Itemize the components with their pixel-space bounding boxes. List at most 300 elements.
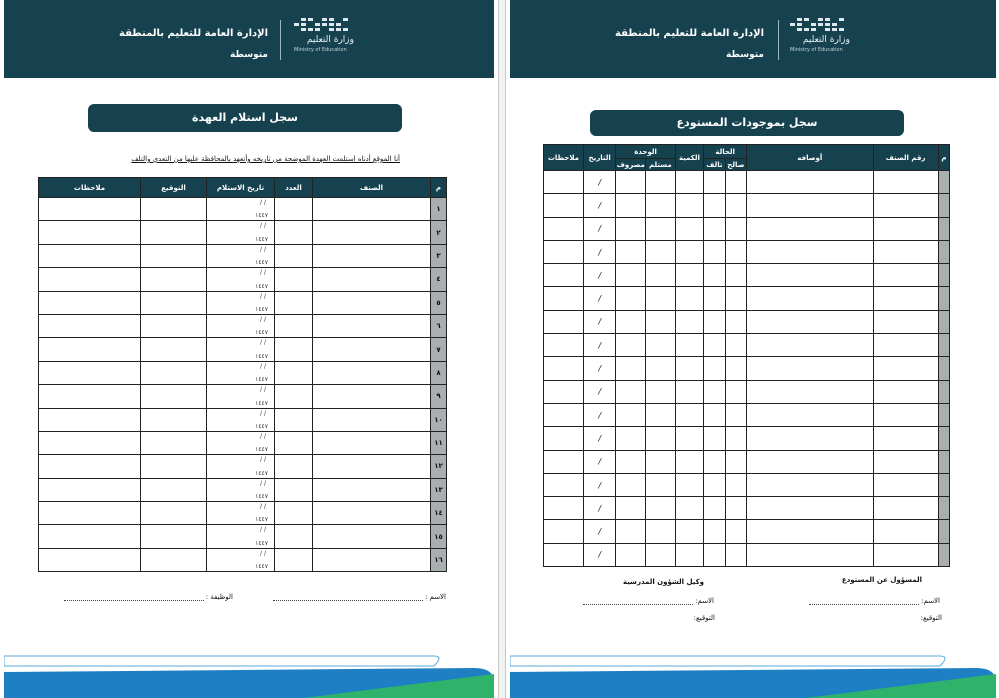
- good-cell[interactable]: [725, 403, 746, 426]
- table-row: [544, 171, 950, 194]
- receipt-date-cell[interactable]: [207, 268, 275, 291]
- date-year: ١٤٤٧: [255, 422, 268, 430]
- issued-cell[interactable]: [616, 450, 646, 473]
- item-no-cell[interactable]: [873, 334, 938, 357]
- count-cell[interactable]: [275, 525, 313, 548]
- good-cell[interactable]: [725, 473, 746, 496]
- notes-cell[interactable]: [544, 334, 584, 357]
- notes-cell[interactable]: [544, 473, 584, 496]
- notes-cell[interactable]: [544, 403, 584, 426]
- table-row: [39, 268, 447, 291]
- issued-cell[interactable]: [616, 427, 646, 450]
- logo-dots-icon: [790, 18, 850, 31]
- quantity-cell[interactable]: [675, 380, 704, 403]
- date-year: ١٤٤٧: [255, 399, 268, 407]
- date-cell[interactable]: /: [583, 194, 616, 217]
- issued-cell[interactable]: [616, 264, 646, 287]
- received-cell[interactable]: [646, 194, 676, 217]
- quantity-cell[interactable]: [675, 357, 704, 380]
- item-no-cell[interactable]: [873, 450, 938, 473]
- quantity-cell[interactable]: [675, 543, 704, 566]
- quantity-cell[interactable]: [675, 497, 704, 520]
- notes-cell[interactable]: [39, 408, 141, 431]
- item-cell[interactable]: [313, 291, 431, 314]
- notes-cell[interactable]: [544, 543, 584, 566]
- received-cell[interactable]: [646, 497, 676, 520]
- item-no-cell[interactable]: [873, 194, 938, 217]
- row-number: ١٥: [431, 525, 447, 548]
- receipt-date-cell[interactable]: [207, 548, 275, 571]
- notes-cell[interactable]: [544, 171, 584, 194]
- footer-name-line[interactable]: [273, 592, 423, 601]
- table-row: [39, 478, 447, 501]
- good-cell[interactable]: [725, 287, 746, 310]
- item-no-cell[interactable]: [873, 520, 938, 543]
- good-cell[interactable]: [725, 450, 746, 473]
- quantity-cell[interactable]: [675, 403, 704, 426]
- row-index-cell: [938, 287, 949, 310]
- good-cell[interactable]: [725, 194, 746, 217]
- receipt-date-cell[interactable]: [207, 244, 275, 267]
- left-page: [0, 0, 499, 698]
- received-cell[interactable]: [646, 450, 676, 473]
- count-cell[interactable]: [275, 385, 313, 408]
- date-slashes: / /: [260, 339, 266, 347]
- description-cell[interactable]: [747, 334, 873, 357]
- store-keeper-name: [809, 596, 940, 605]
- receipt-date-cell[interactable]: [207, 291, 275, 314]
- date-cell[interactable]: /: [583, 310, 616, 333]
- date-cell[interactable]: /: [583, 473, 616, 496]
- notes-cell[interactable]: [544, 310, 584, 333]
- quantity-cell[interactable]: [675, 473, 704, 496]
- quantity-cell[interactable]: [675, 520, 704, 543]
- received-cell[interactable]: [646, 543, 676, 566]
- description-cell[interactable]: [747, 520, 873, 543]
- date-cell[interactable]: /: [583, 450, 616, 473]
- notes-cell[interactable]: [544, 264, 584, 287]
- signature-cell[interactable]: [141, 268, 207, 291]
- date-cell[interactable]: /: [583, 357, 616, 380]
- description-cell[interactable]: [747, 287, 873, 310]
- count-cell[interactable]: [275, 198, 313, 221]
- count-cell[interactable]: [275, 408, 313, 431]
- date-year: ١٤٤٧: [255, 329, 268, 337]
- good-cell[interactable]: [725, 310, 746, 333]
- item-cell[interactable]: [313, 361, 431, 384]
- ministry-logo: [294, 18, 354, 62]
- damaged-cell[interactable]: [704, 287, 725, 310]
- table-row: [544, 450, 950, 473]
- received-cell[interactable]: [646, 287, 676, 310]
- receipt-date-cell[interactable]: [207, 198, 275, 221]
- good-cell[interactable]: [725, 217, 746, 240]
- school-affairs-name-line[interactable]: [583, 596, 693, 605]
- row-index-cell: [938, 171, 949, 194]
- notes-cell[interactable]: [39, 502, 141, 525]
- good-cell[interactable]: [725, 380, 746, 403]
- receipt-date-cell[interactable]: [207, 408, 275, 431]
- damaged-cell[interactable]: [704, 497, 725, 520]
- date-slashes: / /: [260, 456, 266, 464]
- row-number: ٨: [431, 361, 447, 384]
- damaged-cell[interactable]: [704, 240, 725, 263]
- damaged-cell[interactable]: [704, 543, 725, 566]
- date-cell[interactable]: /: [583, 403, 616, 426]
- received-cell[interactable]: [646, 427, 676, 450]
- notes-cell[interactable]: [544, 427, 584, 450]
- good-cell[interactable]: [725, 357, 746, 380]
- item-cell[interactable]: [313, 314, 431, 337]
- table-row: [544, 427, 950, 450]
- item-no-cell[interactable]: [873, 473, 938, 496]
- date-cell[interactable]: /: [583, 240, 616, 263]
- notes-cell[interactable]: [544, 520, 584, 543]
- row-number: ١١: [431, 431, 447, 454]
- notes-cell[interactable]: [544, 497, 584, 520]
- store-keeper-sign: التوقيع:: [920, 614, 942, 622]
- table-row: [39, 244, 447, 267]
- row-index-cell: [938, 497, 949, 520]
- notes-cell[interactable]: [544, 194, 584, 217]
- damaged-cell[interactable]: [704, 194, 725, 217]
- signature-cell[interactable]: [141, 338, 207, 361]
- notes-cell[interactable]: [39, 525, 141, 548]
- description-cell[interactable]: [747, 403, 873, 426]
- count-cell[interactable]: [275, 361, 313, 384]
- footer-job-line[interactable]: [64, 592, 204, 601]
- table-row: [39, 198, 447, 221]
- receipt-date-cell[interactable]: [207, 525, 275, 548]
- received-cell[interactable]: [646, 171, 676, 194]
- date-cell[interactable]: /: [583, 543, 616, 566]
- issued-cell[interactable]: [616, 543, 646, 566]
- item-no-cell[interactable]: [873, 497, 938, 520]
- description-cell[interactable]: [747, 217, 873, 240]
- damaged-cell[interactable]: [704, 473, 725, 496]
- count-cell[interactable]: [275, 431, 313, 454]
- row-number: ٧: [431, 338, 447, 361]
- signature-cell[interactable]: [141, 198, 207, 221]
- notes-cell[interactable]: [39, 431, 141, 454]
- date-cell[interactable]: /: [583, 520, 616, 543]
- description-cell[interactable]: [747, 450, 873, 473]
- received-cell[interactable]: [646, 310, 676, 333]
- receipt-date-cell[interactable]: [207, 455, 275, 478]
- received-cell[interactable]: [646, 473, 676, 496]
- date-slashes: / /: [260, 222, 266, 230]
- count-cell[interactable]: [275, 338, 313, 361]
- item-no-cell[interactable]: [873, 287, 938, 310]
- col-header-damaged: تالف: [704, 159, 725, 171]
- table-row: [39, 502, 447, 525]
- item-no-cell[interactable]: [873, 171, 938, 194]
- received-cell[interactable]: [646, 334, 676, 357]
- issued-cell[interactable]: [616, 171, 646, 194]
- count-cell[interactable]: [275, 291, 313, 314]
- damaged-cell[interactable]: [704, 171, 725, 194]
- row-number: ٥: [431, 291, 447, 314]
- item-no-cell[interactable]: [873, 357, 938, 380]
- received-cell[interactable]: [646, 403, 676, 426]
- signature-cell[interactable]: [141, 548, 207, 571]
- received-cell[interactable]: [646, 217, 676, 240]
- date-cell[interactable]: /: [583, 264, 616, 287]
- date-cell[interactable]: /: [583, 217, 616, 240]
- right-footer-wave: [510, 652, 996, 698]
- issued-cell[interactable]: [616, 497, 646, 520]
- quantity-cell[interactable]: [675, 194, 704, 217]
- received-cell[interactable]: [646, 357, 676, 380]
- description-cell[interactable]: [747, 543, 873, 566]
- description-cell[interactable]: [747, 194, 873, 217]
- notes-cell[interactable]: [39, 361, 141, 384]
- description-cell[interactable]: [747, 171, 873, 194]
- damaged-cell[interactable]: [704, 427, 725, 450]
- item-cell[interactable]: [313, 198, 431, 221]
- signature-cell[interactable]: [141, 291, 207, 314]
- issued-cell[interactable]: [616, 473, 646, 496]
- count-cell[interactable]: [275, 548, 313, 571]
- logo-dots-icon: [294, 18, 354, 31]
- col-header-description: أوصافه: [747, 145, 873, 171]
- col-header-receipt-date: تاريخ الاستلام: [207, 178, 275, 198]
- description-cell[interactable]: [747, 310, 873, 333]
- damaged-cell[interactable]: [704, 403, 725, 426]
- item-no-cell[interactable]: [873, 403, 938, 426]
- received-cell[interactable]: [646, 380, 676, 403]
- quantity-cell[interactable]: [675, 310, 704, 333]
- receipt-date-cell[interactable]: [207, 338, 275, 361]
- quantity-cell[interactable]: [675, 240, 704, 263]
- row-number: ٦: [431, 314, 447, 337]
- good-cell[interactable]: [725, 334, 746, 357]
- col-header-item-no: رقم الصنف: [873, 145, 938, 171]
- receipt-date-cell[interactable]: [207, 478, 275, 501]
- count-cell[interactable]: [275, 502, 313, 525]
- issued-cell[interactable]: [616, 287, 646, 310]
- good-cell[interactable]: [725, 171, 746, 194]
- signature-cell[interactable]: [141, 221, 207, 244]
- issued-cell[interactable]: [616, 240, 646, 263]
- description-cell[interactable]: [747, 240, 873, 263]
- issued-cell[interactable]: [616, 194, 646, 217]
- table-row: [39, 221, 447, 244]
- signature-cell[interactable]: [141, 431, 207, 454]
- issued-cell[interactable]: [616, 403, 646, 426]
- signature-cell[interactable]: [141, 525, 207, 548]
- notes-cell[interactable]: [39, 548, 141, 571]
- received-cell[interactable]: [646, 264, 676, 287]
- row-number: ١٠: [431, 408, 447, 431]
- item-cell[interactable]: [313, 502, 431, 525]
- quantity-cell[interactable]: [675, 334, 704, 357]
- row-number: ١٦: [431, 548, 447, 571]
- issued-cell[interactable]: [616, 357, 646, 380]
- notes-cell[interactable]: [39, 455, 141, 478]
- ministry-logo: [790, 18, 850, 62]
- quantity-cell[interactable]: [675, 287, 704, 310]
- col-header-count: العدد: [275, 178, 313, 198]
- issued-cell[interactable]: [616, 380, 646, 403]
- notes-cell[interactable]: [39, 478, 141, 501]
- notes-cell[interactable]: [39, 268, 141, 291]
- signature-cell[interactable]: [141, 385, 207, 408]
- footer-name-label: الاسم :: [424, 593, 446, 601]
- signature-cell[interactable]: [141, 408, 207, 431]
- school-affairs-title: وكيل الشؤون المدرسية: [622, 578, 704, 586]
- item-cell[interactable]: [313, 385, 431, 408]
- table-row: [39, 291, 447, 314]
- notes-cell[interactable]: [544, 287, 584, 310]
- item-no-cell[interactable]: [873, 217, 938, 240]
- date-cell[interactable]: /: [583, 497, 616, 520]
- left-title: سجل استلام العهدة: [88, 104, 402, 132]
- description-cell[interactable]: [747, 473, 873, 496]
- notes-cell[interactable]: [544, 380, 584, 403]
- receipt-date-cell[interactable]: [207, 385, 275, 408]
- left-header: [4, 0, 494, 78]
- quantity-cell[interactable]: [675, 427, 704, 450]
- issued-cell[interactable]: [616, 217, 646, 240]
- issued-cell[interactable]: [616, 334, 646, 357]
- quantity-cell[interactable]: [675, 264, 704, 287]
- good-cell[interactable]: [725, 240, 746, 263]
- good-cell[interactable]: [725, 520, 746, 543]
- damaged-cell[interactable]: [704, 310, 725, 333]
- notes-cell[interactable]: [39, 385, 141, 408]
- signature-cell[interactable]: [141, 455, 207, 478]
- damaged-cell[interactable]: [704, 450, 725, 473]
- item-cell[interactable]: [313, 455, 431, 478]
- row-index-cell: [938, 240, 949, 263]
- date-year: ١٤٤٧: [255, 235, 268, 243]
- count-cell[interactable]: [275, 478, 313, 501]
- date-cell[interactable]: /: [583, 287, 616, 310]
- receipt-date-cell[interactable]: [207, 431, 275, 454]
- signature-cell[interactable]: [141, 314, 207, 337]
- count-cell[interactable]: [275, 268, 313, 291]
- date-slashes: / /: [260, 409, 266, 417]
- item-no-cell[interactable]: [873, 380, 938, 403]
- notes-cell[interactable]: [39, 291, 141, 314]
- notes-cell[interactable]: [544, 217, 584, 240]
- quantity-cell[interactable]: [675, 217, 704, 240]
- good-cell[interactable]: [725, 543, 746, 566]
- notes-cell[interactable]: [39, 244, 141, 267]
- date-cell[interactable]: /: [583, 334, 616, 357]
- count-cell[interactable]: [275, 455, 313, 478]
- name-label: الاسم:: [921, 597, 940, 605]
- receipt-date-cell[interactable]: [207, 314, 275, 337]
- row-index-cell: [938, 264, 949, 287]
- signature-cell[interactable]: [141, 478, 207, 501]
- good-cell[interactable]: [725, 427, 746, 450]
- item-cell[interactable]: [313, 548, 431, 571]
- notes-cell[interactable]: [39, 314, 141, 337]
- count-cell[interactable]: [275, 221, 313, 244]
- notes-cell[interactable]: [544, 240, 584, 263]
- good-cell[interactable]: [725, 264, 746, 287]
- item-no-cell[interactable]: [873, 240, 938, 263]
- description-cell[interactable]: [747, 427, 873, 450]
- damaged-cell[interactable]: [704, 217, 725, 240]
- date-slashes: / /: [260, 503, 266, 511]
- damaged-cell[interactable]: [704, 334, 725, 357]
- signature-cell[interactable]: [141, 502, 207, 525]
- description-cell[interactable]: [747, 380, 873, 403]
- issued-cell[interactable]: [616, 310, 646, 333]
- description-cell[interactable]: [747, 497, 873, 520]
- item-no-cell[interactable]: [873, 264, 938, 287]
- item-cell[interactable]: [313, 221, 431, 244]
- notes-cell[interactable]: [544, 357, 584, 380]
- date-slashes: / /: [260, 315, 266, 323]
- table-row: [544, 310, 950, 333]
- item-cell[interactable]: [313, 431, 431, 454]
- quantity-cell[interactable]: [675, 171, 704, 194]
- damaged-cell[interactable]: [704, 380, 725, 403]
- notes-cell[interactable]: [39, 338, 141, 361]
- damaged-cell[interactable]: [704, 264, 725, 287]
- item-no-cell[interactable]: [873, 310, 938, 333]
- table-row: [39, 408, 447, 431]
- receipt-date-cell[interactable]: [207, 502, 275, 525]
- count-cell[interactable]: [275, 314, 313, 337]
- description-cell[interactable]: [747, 357, 873, 380]
- footer-job-label: الوظيفة :: [205, 593, 233, 601]
- notes-cell[interactable]: [39, 198, 141, 221]
- description-cell[interactable]: [747, 264, 873, 287]
- date-year: ١٤٤٧: [255, 376, 268, 384]
- col-header-received: مستلم: [646, 159, 676, 171]
- count-cell[interactable]: [275, 244, 313, 267]
- item-cell[interactable]: [313, 478, 431, 501]
- date-year: ١٤٤٧: [255, 539, 268, 547]
- table-row: [544, 497, 950, 520]
- receipt-date-cell[interactable]: [207, 221, 275, 244]
- item-cell[interactable]: [313, 268, 431, 291]
- item-no-cell[interactable]: [873, 543, 938, 566]
- signature-cell[interactable]: [141, 361, 207, 384]
- signature-cell[interactable]: [141, 244, 207, 267]
- item-no-cell[interactable]: [873, 427, 938, 450]
- date-cell[interactable]: /: [583, 427, 616, 450]
- item-cell[interactable]: [313, 525, 431, 548]
- item-cell[interactable]: [313, 408, 431, 431]
- good-cell[interactable]: [725, 497, 746, 520]
- quantity-cell[interactable]: [675, 450, 704, 473]
- damaged-cell[interactable]: [704, 357, 725, 380]
- date-year: ١٤٤٧: [255, 259, 268, 267]
- receipt-date-cell[interactable]: [207, 361, 275, 384]
- date-cell[interactable]: /: [583, 380, 616, 403]
- table-row: [39, 455, 447, 478]
- notes-cell[interactable]: [544, 450, 584, 473]
- date-slashes: / /: [260, 269, 266, 277]
- notes-cell[interactable]: [39, 221, 141, 244]
- date-cell[interactable]: /: [583, 171, 616, 194]
- received-cell[interactable]: [646, 520, 676, 543]
- item-cell[interactable]: [313, 244, 431, 267]
- date-slashes: / /: [260, 362, 266, 370]
- received-cell[interactable]: [646, 240, 676, 263]
- item-cell[interactable]: [313, 338, 431, 361]
- issued-cell[interactable]: [616, 520, 646, 543]
- damaged-cell[interactable]: [704, 520, 725, 543]
- table-row: [544, 334, 950, 357]
- store-keeper-name-line[interactable]: [809, 596, 919, 605]
